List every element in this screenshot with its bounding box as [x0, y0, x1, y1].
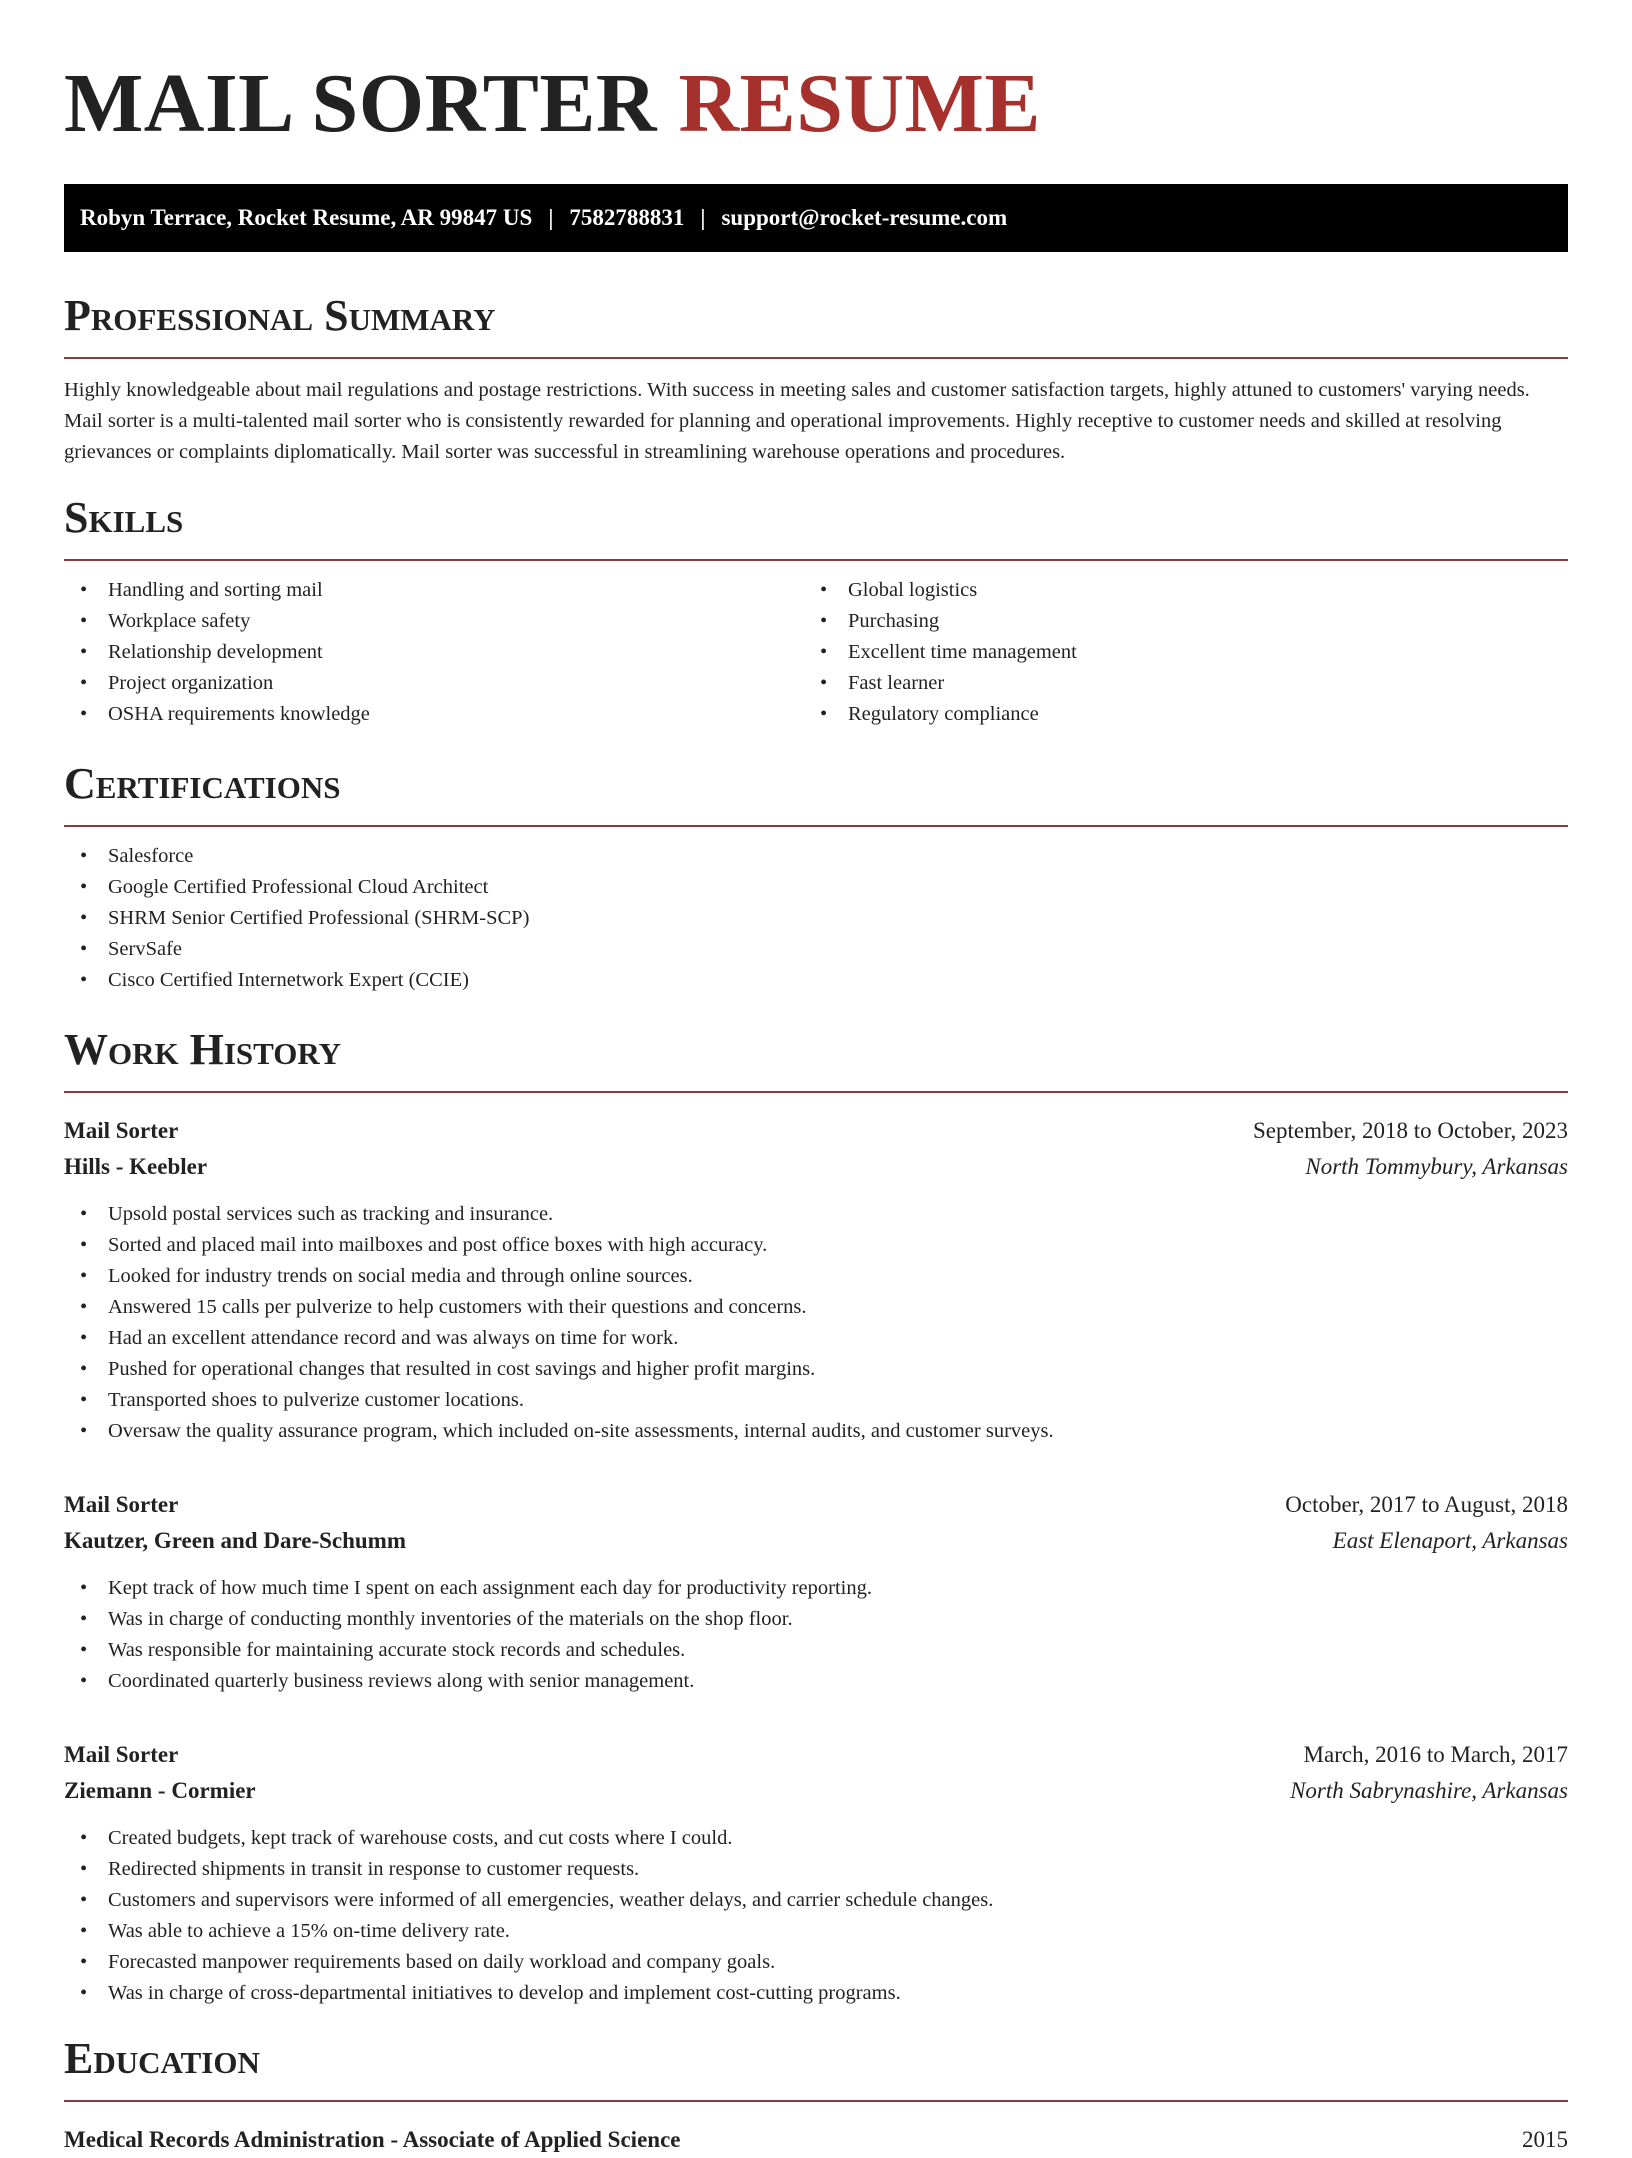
skills-section [64, 494, 1568, 730]
job-company: Kautzer, Green and Dare-Schumm [64, 1528, 407, 1553]
list-item: • Customers and supervisors were informed of all emergencies, weather delays, and carrier schedule changes. [64, 1885, 1568, 1916]
list-item: • Upsold postal services such as tracking and insurance. [64, 1199, 1568, 1230]
job-entry [64, 1737, 1568, 2009]
job-location: North Tommybury, Arkansas [1305, 1154, 1568, 1179]
education-year: 2015 [1522, 2127, 1568, 2152]
list-item: • Workplace safety [64, 606, 804, 637]
list-item: • Answered 15 calls per pulverize to help customers with their questions and concerns. [64, 1292, 1568, 1323]
job-location: East Elenaport, Arkansas [1332, 1528, 1568, 1553]
job-header-row [64, 1487, 1568, 1523]
section-divider [64, 559, 1568, 561]
list-item: • Looked for industry trends on social media and through online sources. [64, 1261, 1568, 1292]
list-item: • Was responsible for maintaining accurate stock records and schedules. [64, 1635, 1568, 1666]
list-item: • Fast learner [804, 668, 1544, 699]
list-item: • SHRM Senior Certified Professional (SHRM-SCP) [64, 903, 1568, 934]
list-item: • Handling and sorting mail [64, 575, 804, 606]
section-heading-skills: Skills [64, 493, 184, 542]
job-title: Mail Sorter [64, 1742, 179, 1767]
list-item: • Sorted and placed mail into mailboxes and post office boxes with high accuracy. [64, 1230, 1568, 1261]
list-item: • Pushed for operational changes that resulted in cost savings and higher profit margins. [64, 1354, 1568, 1385]
title-main: MAIL SORTER [64, 57, 658, 150]
job-title: Mail Sorter [64, 1118, 179, 1143]
contact-phone[interactable]: 7582788831 [569, 205, 685, 230]
job-entry [64, 1113, 1568, 1447]
job-company-row [64, 1523, 1568, 1559]
list-item: • Redirected shipments in transit in response to customer requests. [64, 1854, 1568, 1885]
list-item: • Project organization [64, 668, 804, 699]
list-item: • Coordinated quarterly business reviews along with senior management. [64, 1666, 1568, 1697]
job-title: Mail Sorter [64, 1492, 179, 1517]
list-item: • Google Certified Professional Cloud Architect [64, 872, 1568, 903]
skills-columns [64, 575, 1568, 730]
section-divider [64, 357, 1568, 359]
list-item: • Forecasted manpower requirements based on daily workload and company goals. [64, 1947, 1568, 1978]
job-dates: September, 2018 to October, 2023 [1253, 1118, 1568, 1143]
list-item: • Cisco Certified Internetwork Expert (CCIE) [64, 965, 1568, 996]
section-divider [64, 2100, 1568, 2102]
education-degree: Medical Records Administration - Associate of Applied Science [64, 2127, 681, 2152]
list-item: • Transported shoes to pulverize customer locations. [64, 1385, 1568, 1416]
job-header-row [64, 1113, 1568, 1149]
job-company: Ziemann - Cormier [64, 1778, 256, 1803]
list-item: • OSHA requirements knowledge [64, 699, 804, 730]
list-item: • Salesforce [64, 841, 1568, 872]
job-bullets [64, 1199, 1568, 1447]
job-location: North Sabrynashire, Arkansas [1290, 1778, 1568, 1803]
contact-separator: | [700, 205, 706, 230]
certifications-list [64, 841, 1568, 996]
job-bullets [64, 1573, 1568, 1697]
section-divider [64, 825, 1568, 827]
resume-title [64, 58, 1568, 150]
skills-list-right [804, 575, 1544, 730]
list-item: • Had an excellent attendance record and was always on time for work. [64, 1323, 1568, 1354]
section-heading-education: Education [64, 2034, 260, 2083]
section-divider [64, 1091, 1568, 1093]
job-entry [64, 1487, 1568, 1697]
job-company: Hills - Keebler [64, 1154, 208, 1179]
contact-address: Robyn Terrace, Rocket Resume, AR 99847 US [80, 205, 533, 230]
summary-section [64, 292, 1568, 468]
list-item: • Was in charge of cross-departmental initiatives to develop and implement cost-cutting programs. [64, 1978, 1568, 2009]
job-company-row [64, 1149, 1568, 1185]
list-item: • Relationship development [64, 637, 804, 668]
list-item: • Global logistics [804, 575, 1544, 606]
list-item: • Regulatory compliance [804, 699, 1544, 730]
contact-email[interactable]: support@rocket-resume.com [721, 205, 1008, 230]
list-item: • Purchasing [804, 606, 1544, 637]
list-item: • Was able to achieve a 15% on-time delivery rate. [64, 1916, 1568, 1947]
job-company-row [64, 1773, 1568, 1809]
contact-bar [64, 184, 1568, 252]
section-heading-summary: Professional Summary [64, 291, 496, 340]
summary-text: Highly knowledgeable about mail regulations and postage restrictions. With success in meeting sales and customer satisfaction targets, highly attuned to customers' varying needs. Mail sorter is a multi-talented mail sorter who is consistently rewarded for planning and operational improvements. Highly receptive to customer needs and skilled at resolving grievances or complaints diplomatically. Mail sorter was successful in streamlining warehouse operations and procedures. [64, 379, 1530, 463]
contact-separator: | [548, 205, 554, 230]
list-item: • Created budgets, kept track of warehouse costs, and cut costs where I could. [64, 1823, 1568, 1854]
list-item: • Oversaw the quality assurance program, which included on-site assessments, internal audits, and customer surveys. [64, 1416, 1568, 1447]
certifications-section [64, 760, 1568, 996]
list-item: • ServSafe [64, 934, 1568, 965]
list-item: • Was in charge of conducting monthly inventories of the materials on the shop floor. [64, 1604, 1568, 1635]
section-heading-work-history: Work History [64, 1025, 342, 1074]
education-section [64, 2035, 1568, 2158]
job-header-row [64, 1737, 1568, 1773]
title-accent: RESUME [678, 57, 1041, 150]
work-history-section [64, 1026, 1568, 2009]
section-heading-certifications: Certifications [64, 759, 341, 808]
list-item: • Excellent time management [804, 637, 1544, 668]
job-dates: October, 2017 to August, 2018 [1285, 1492, 1568, 1517]
job-dates: March, 2016 to March, 2017 [1303, 1742, 1568, 1767]
skills-list-left [64, 575, 804, 730]
list-item: • Kept track of how much time I spent on each assignment each day for productivity reporting. [64, 1573, 1568, 1604]
job-bullets [64, 1823, 1568, 2009]
education-entry [64, 2122, 1568, 2158]
